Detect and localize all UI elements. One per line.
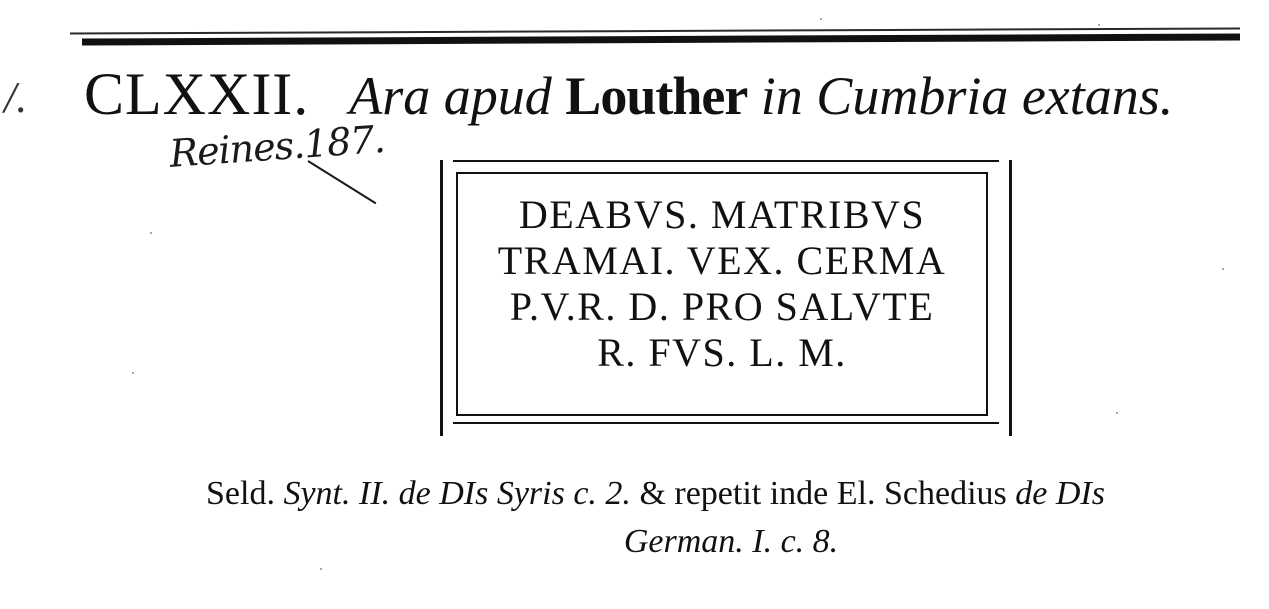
citation-work: Synt. II. de DIs Syris c. 2. — [283, 475, 631, 512]
citation-author: Seld. — [206, 475, 275, 512]
heading-number: CLXXII. — [84, 61, 310, 127]
manuscript-note: Reines.187. — [168, 116, 386, 176]
top-rule-thick — [82, 33, 1240, 45]
heading — [84, 61, 1174, 127]
inscription-line: DEABVS. MATRIBVS — [518, 192, 926, 237]
paper-speck — [150, 232, 152, 234]
citation-line-1 — [206, 470, 1256, 518]
paper-speck — [1222, 268, 1224, 270]
heading-title-name: Louther — [565, 66, 748, 126]
paper-speck — [132, 372, 134, 374]
heading-title — [349, 66, 1173, 126]
heading-title-pre: Ara apud — [349, 66, 552, 126]
inscription-line: P.V.R. D. PRO SALVTE — [509, 284, 935, 329]
manuscript-strike — [307, 160, 376, 204]
paper-speck — [1116, 412, 1118, 414]
paper-speck — [320, 568, 322, 570]
citation-line-2: German. I. c. 8. — [623, 523, 839, 560]
inscription-text — [456, 192, 988, 376]
citation-connector: & repetit inde El. Schedius — [639, 475, 1007, 512]
margin-mark: /. — [4, 73, 28, 122]
citation-work-2: de DIs — [1015, 475, 1105, 512]
paper-speck — [820, 18, 822, 20]
inscription-line: R. FVS. L. M. — [597, 330, 847, 375]
heading-title-post: in Cumbria extans. — [760, 66, 1174, 126]
inscription-line: TRAMAI. VEX. CERMA — [497, 238, 947, 283]
paper-speck — [1098, 24, 1100, 26]
